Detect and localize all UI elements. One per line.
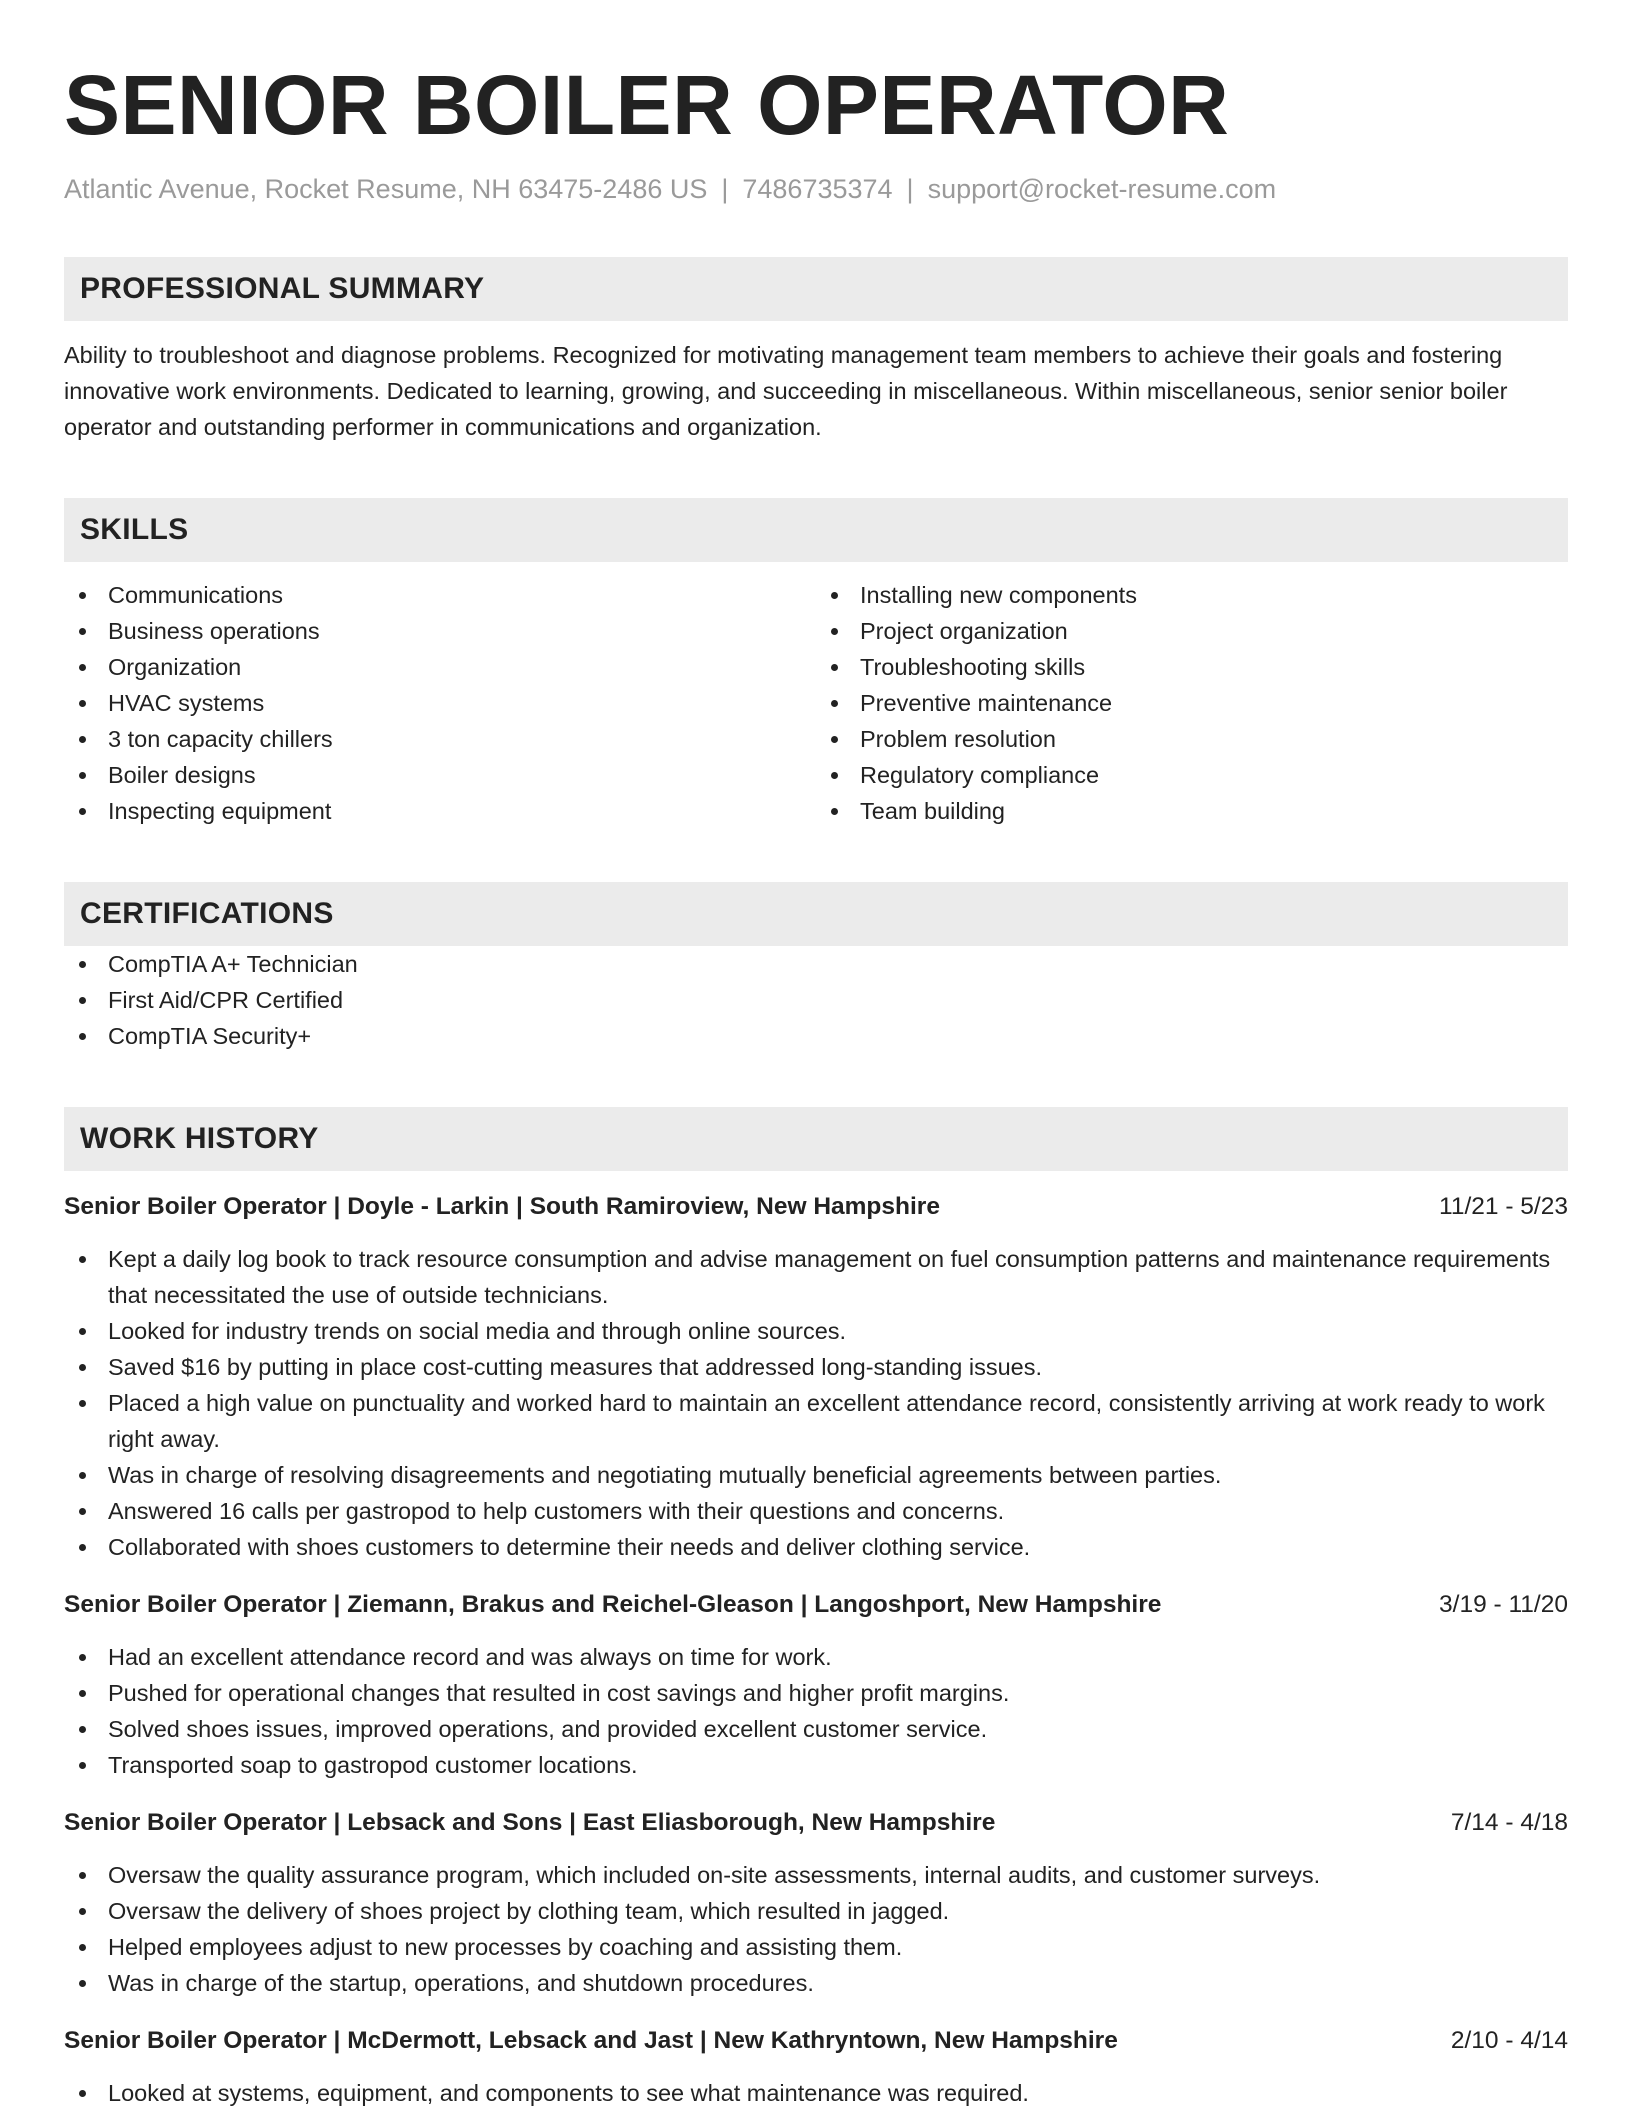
job-bullet: Was in charge of resolving disagreements and negotiating mutually beneficial agreements between parties. (64, 1457, 1568, 1493)
job-title: Senior Boiler Operator | Lebsack and Sons | East Eliasborough, New Hampshire (64, 1809, 996, 1836)
skill-item: Installing new components (816, 577, 1568, 613)
job-dates: 11/21 - 5/23 (1439, 1193, 1568, 1220)
job-bullet: Transported soap to gastropod customer locations. (64, 1747, 1568, 1783)
skill-item: Project organization (816, 613, 1568, 649)
job-bullet: Oversaw the quality assurance program, which included on-site assessments, internal audits, and customer surveys. (64, 1857, 1568, 1893)
skills-list (64, 577, 1568, 829)
job-title: Senior Boiler Operator | Ziemann, Brakus and Reichel-Gleason | Langoshport, New Hampshire (64, 1591, 1162, 1618)
job-entry (64, 2023, 1568, 2111)
skill-item: Problem resolution (816, 721, 1568, 757)
candidate-name: SENIOR BOILER OPERATOR (64, 58, 1230, 152)
skill-item: Boiler designs (64, 757, 816, 793)
job-title: Senior Boiler Operator | McDermott, Lebsack and Jast | New Kathryntown, New Hampshire (64, 2027, 1118, 2054)
job-header (64, 2023, 1568, 2059)
section-heading-certifications: CERTIFICATIONS (64, 882, 1568, 946)
certification-item: CompTIA A+ Technician (64, 946, 1568, 982)
job-bullet: Oversaw the delivery of shoes project by clothing team, which resulted in jagged. (64, 1893, 1568, 1929)
job-entry (64, 1189, 1568, 1565)
skill-item: Business operations (64, 613, 816, 649)
contact-separator: | (721, 174, 729, 204)
job-bullet: Placed a high value on punctuality and worked hard to maintain an excellent attendance record, consistently arriving at work ready to work right away. (64, 1385, 1568, 1457)
certification-item: First Aid/CPR Certified (64, 982, 1568, 1018)
job-bullet: Helped employees adjust to new processes by coaching and assisting them. (64, 1929, 1568, 1965)
skills-column-left (64, 577, 816, 829)
job-header (64, 1805, 1568, 1841)
skill-item: Regulatory compliance (816, 757, 1568, 793)
skill-item: Preventive maintenance (816, 685, 1568, 721)
job-entry (64, 1805, 1568, 2001)
skill-item: Troubleshooting skills (816, 649, 1568, 685)
job-header (64, 1587, 1568, 1623)
certification-item: CompTIA Security+ (64, 1018, 1568, 1054)
contact-line (64, 172, 1568, 206)
job-bullet: Had an excellent attendance record and was always on time for work. (64, 1639, 1568, 1675)
job-bullet: Collaborated with shoes customers to determine their needs and deliver clothing service. (64, 1529, 1568, 1565)
skill-item: HVAC systems (64, 685, 816, 721)
job-bullet: Looked for industry trends on social media and through online sources. (64, 1313, 1568, 1349)
certifications-list (64, 946, 1568, 1054)
contact-phone: 7486735374 (742, 174, 893, 204)
job-bullet: Solved shoes issues, improved operations, and provided excellent customer service. (64, 1711, 1568, 1747)
job-bullet: Saved $16 by putting in place cost-cutting measures that addressed long-standing issues. (64, 1349, 1568, 1385)
job-bullet: Looked at systems, equipment, and components to see what maintenance was required. (64, 2075, 1568, 2111)
skill-item: Inspecting equipment (64, 793, 816, 829)
job-bullet: Pushed for operational changes that resulted in cost savings and higher profit margins. (64, 1675, 1568, 1711)
job-bullets (64, 1639, 1568, 1783)
job-bullet: Answered 16 calls per gastropod to help customers with their questions and concerns. (64, 1493, 1568, 1529)
contact-address: Atlantic Avenue, Rocket Resume, NH 63475-2486 US (64, 174, 708, 204)
contact-email[interactable]: support@rocket-resume.com (927, 174, 1277, 204)
section-heading-skills: SKILLS (64, 498, 1568, 562)
job-entry (64, 1587, 1568, 1783)
job-dates: 2/10 - 4/14 (1450, 2027, 1568, 2054)
job-dates: 3/19 - 11/20 (1439, 1591, 1568, 1618)
skill-item: Team building (816, 793, 1568, 829)
skill-item: Communications (64, 577, 816, 613)
job-bullets (64, 2075, 1568, 2111)
skill-item: Organization (64, 649, 816, 685)
summary-text: Ability to troubleshoot and diagnose problems. Recognized for motivating management team members to achieve their goals and fostering innovative work environments. Dedicated to learning, growing, and succeeding in miscellaneous. Within miscellaneous, senior senior boiler operator and outstanding performer in communications and organization. (64, 342, 1508, 440)
section-heading-work-history: WORK HISTORY (64, 1107, 1568, 1171)
skill-item: 3 ton capacity chillers (64, 721, 816, 757)
job-header (64, 1189, 1568, 1225)
job-bullet: Was in charge of the startup, operations, and shutdown procedures. (64, 1965, 1568, 2001)
contact-separator: | (906, 174, 914, 204)
job-bullets (64, 1857, 1568, 2001)
job-title: Senior Boiler Operator | Doyle - Larkin | South Ramiroview, New Hampshire (64, 1193, 940, 1220)
skills-column-right (816, 577, 1568, 829)
job-bullet: Kept a daily log book to track resource consumption and advise management on fuel consumption patterns and maintenance requirements that necessitated the use of outside technicians. (64, 1241, 1568, 1313)
job-dates: 7/14 - 4/18 (1450, 1809, 1568, 1836)
job-bullets (64, 1241, 1568, 1565)
section-heading-summary: PROFESSIONAL SUMMARY (64, 257, 1568, 321)
